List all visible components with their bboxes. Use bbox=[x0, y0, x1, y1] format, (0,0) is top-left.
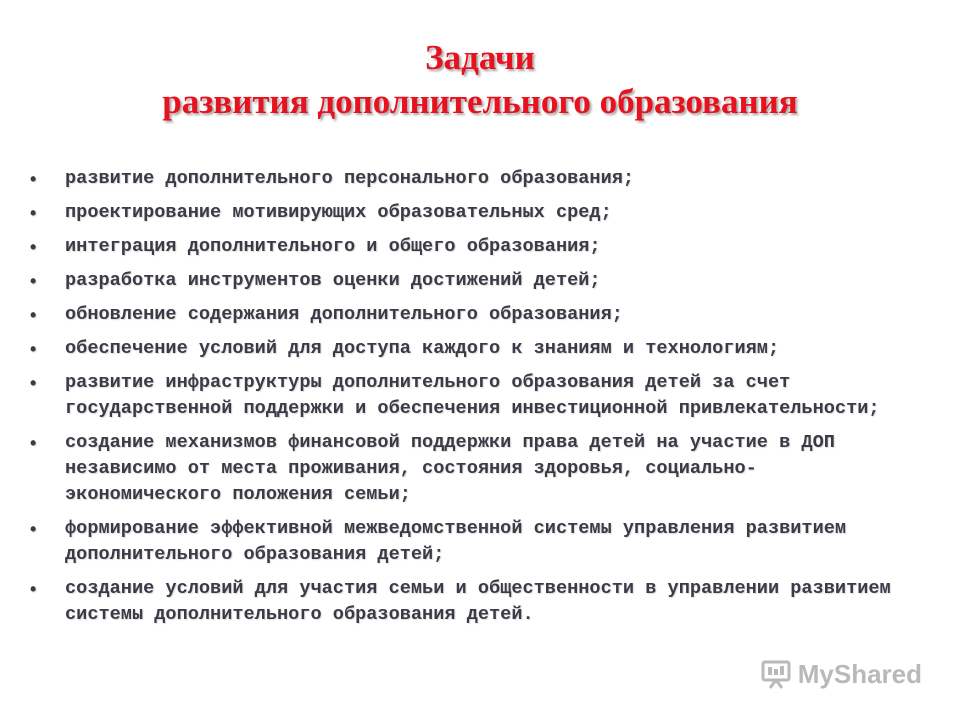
bullet-marker: • bbox=[30, 305, 37, 325]
list-item-text: обеспечение условий для доступа каждого к знаниям и технологиям; bbox=[65, 338, 780, 359]
list-item-text: создание условий для участия семьи и общественности в управлении развитием системы дополнительного образования детей. bbox=[65, 578, 891, 625]
title-line-2: развития дополнительного образования bbox=[162, 82, 798, 121]
list-item bbox=[30, 516, 910, 568]
bullet-marker: • bbox=[30, 579, 37, 599]
list-item-text: развитие дополнительного персонального образования; bbox=[65, 168, 635, 189]
bullet-marker: • bbox=[30, 271, 37, 291]
presentation-board-icon bbox=[760, 658, 792, 690]
list-item bbox=[30, 200, 910, 226]
list-item bbox=[30, 166, 910, 192]
watermark-text: MyShared bbox=[797, 658, 922, 689]
bullet-marker: • bbox=[30, 339, 37, 359]
bullet-marker: • bbox=[30, 519, 37, 539]
list-item-text: разработка инструментов оценки достижений детей; bbox=[65, 270, 601, 291]
list-item bbox=[30, 576, 910, 628]
title-line-1: Задачи bbox=[425, 38, 535, 77]
myshared-watermark bbox=[760, 658, 922, 690]
list-item-text: проектирование мотивирующих образовательных сред; bbox=[65, 202, 612, 223]
slide-title bbox=[0, 36, 960, 124]
list-item-text: развитие инфраструктуры дополнительного образования детей за счет государственной поддержки и обеспечения инвестиционной привлекательности; bbox=[65, 372, 880, 419]
bullet-marker: • bbox=[30, 203, 37, 223]
list-item bbox=[30, 430, 910, 508]
bullet-marker: • bbox=[30, 237, 37, 257]
list-item bbox=[30, 370, 910, 422]
list-item-text: интеграция дополнительного и общего образования; bbox=[65, 236, 601, 257]
bullet-marker: • bbox=[30, 169, 37, 189]
task-list bbox=[30, 166, 910, 636]
bullet-marker: • bbox=[30, 433, 37, 453]
list-item bbox=[30, 234, 910, 260]
list-item-text: обновление содержания дополнительного образования; bbox=[65, 304, 623, 325]
list-item-text: создание механизмов финансовой поддержки права детей на участие в ДОП независимо от места проживания, состояния здоровья, социально-экономического положения семьи; bbox=[65, 432, 835, 505]
list-item bbox=[30, 302, 910, 328]
list-item bbox=[30, 336, 910, 362]
list-item bbox=[30, 268, 910, 294]
bullet-marker: • bbox=[30, 373, 37, 393]
list-item-text: формирование эффективной межведомственной системы управления развитием дополнительного образования детей; bbox=[65, 518, 847, 565]
